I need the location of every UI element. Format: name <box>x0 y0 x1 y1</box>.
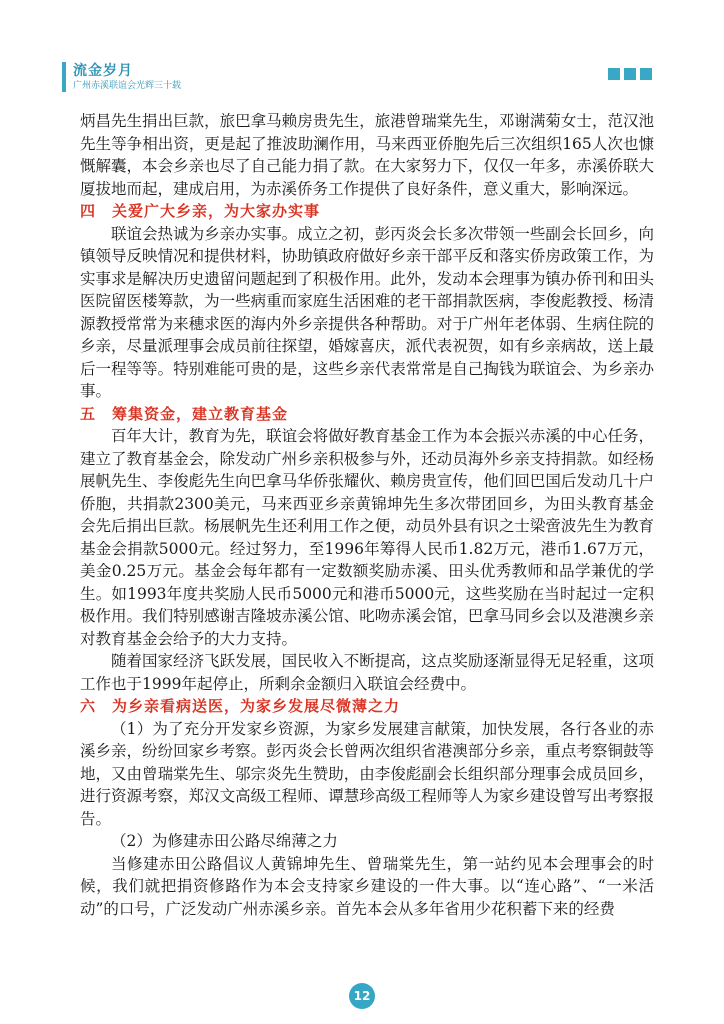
section-heading-4: 四 关爱广大乡亲，为大家办实事 <box>80 202 321 220</box>
paragraph: 随着国家经济飞跃发展，国民收入不断提高，这点奖励逐渐显得无足轻重，这项工作也于1999年起停止，所剩余金额归入联谊会经费中。 <box>80 652 654 693</box>
header-decoration <box>608 68 652 80</box>
subsection-title: （2）为修建赤田公路尽绵薄之力 <box>111 832 338 850</box>
paragraph: 百年大计，教育为先，联谊会将做好教育基金工作为本会振兴赤溪的中心任务，建立了教育基金会，除发动广州乡亲积极参与外，还动员海外乡亲支持捐款。如经杨展帆先生、李俊彪先生向巴拿马华侨张耀伙、赖房贵宣传，他们回巴国后发动几十户侨胞，共捐款2300美元，马来西亚乡亲黄锦坤先生多次带团回乡，为田头教育基金会先后捐出巨款。杨展帆先生还利用工作之便，动员外县有识之士梁啻波先生为教育基金会捐款5000元。经过努力，至1996年筹得人民币1.82万元，港币1.67万元，美金0.25万元。基金会每年都有一定数额奖励赤溪、田头优秀教师和品学兼优的学生。如1993年度共奖励人民币5000元和港币5000元，这些奖励在当时起过一定积极作用。我们特别感谢吉隆坡赤溪公馆、叱吻赤溪会馆，巴拿马同乡会以及港澳乡亲对教育基金会给予的大力支持。 <box>80 427 654 648</box>
header-title: 流金岁月 <box>73 63 133 79</box>
section-heading-6: 六 为乡亲看病送医，为家乡发展尽微薄之力 <box>80 697 401 715</box>
header-subtitle: 广州赤溪联谊会光辉三十载 <box>73 81 182 91</box>
paragraph: （1）为了充分开发家乡资源，为家乡发展建言献策，加快发展，各行各业的赤溪乡亲，纷纷回家乡考察。彭丙炎会长曾两次组织省港澳部分乡亲，重点考察铜鼓等地，又由曾瑞棠先生、邬宗炎先生赞助，由李俊彪副会长组织部分理事会成员回乡，进行资源考察，郑汉文高级工程师、谭慧珍高级工程师等人为家乡建设曾写出考察报告。 <box>80 719 654 828</box>
article-body <box>80 110 654 920</box>
decor-square <box>624 68 636 80</box>
page-header <box>62 56 662 96</box>
page-number: 12 <box>349 983 375 1009</box>
section-heading-5: 五 筹集资金，建立教育基金 <box>80 404 289 423</box>
decor-square <box>640 68 652 80</box>
paragraph: 联谊会热诚为乡亲办实事。成立之初，彭丙炎会长多次带领一些副会长回乡，向镇领导反映情况和提供材料，协助镇政府做好乡亲干部平反和落实侨房政策工作，为实事求是解决历史遗留问题起到了积极作用。此外，发动本会理事为镇办侨刊和田头医院留医楼筹款，为一些病重而家庭生活困难的老干部捐款医病，李俊彪教授、杨清源教授常常为来穗求医的海内外乡亲提供各种帮助。对于广州年老体弱、生病住院的乡亲，尽量派理事会成员前往探望，婚嫁喜庆，派代表祝贺，如有乡亲病故，送上最后一程等等。特别难能可贵的是，这些乡亲代表常常是自己掏钱为联谊会、为乡亲办事。 <box>80 224 654 400</box>
paragraph: 当修建赤田公路倡议人黄锦坤先生、曾瑞棠先生，第一站约见本会理事会的时候，我们就把捐资修路作为本会支持家乡建设的一件大事。以“连心路”、“一米活动”的口号，广泛发动广州赤溪乡亲。首先本会从多年省用少花积蓄下来的经费 <box>80 854 654 918</box>
paragraph: 炳昌先生捐出巨款，旅巴拿马赖房贵先生，旅港曾瑞棠先生，邓谢满菊女士，范汉池先生等争相出资，更是起了推波助澜作用，马来西亚侨胞先后三次组织165人次也慷慨解囊，本会乡亲也尽了自己能力捐了款。在大家努力下，仅仅一年多，赤溪侨联大厦拔地而起，建成启用，为赤溪侨务工作提供了良好条件，意义重大，影响深远。 <box>80 112 654 198</box>
header-accent-bar <box>62 62 66 92</box>
decor-square <box>608 68 620 80</box>
